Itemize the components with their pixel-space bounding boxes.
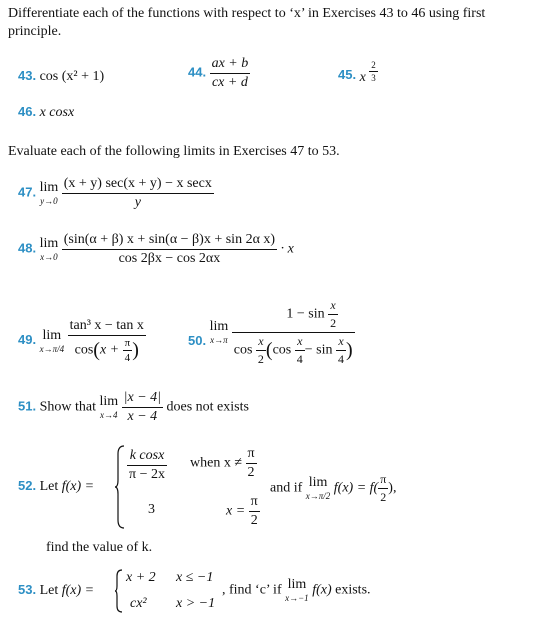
case-1-condition: x ≤ −1 xyxy=(176,570,214,585)
denominator: cx + d xyxy=(211,75,248,90)
exercise-52-find: find the value of k. xyxy=(46,540,153,555)
fraction xyxy=(127,448,167,483)
limit xyxy=(285,578,309,603)
fraction xyxy=(210,56,251,91)
exercise-number: 43. xyxy=(18,68,37,83)
lim-subscript: x→4 xyxy=(100,410,118,420)
exercise-53-number-line xyxy=(18,582,94,599)
function-name: f(x) = xyxy=(61,583,95,598)
exponent-top: 2 xyxy=(371,60,376,70)
intro-2: Evaluate each of the following limits in Exercises 47 to 53. xyxy=(8,144,340,159)
case-1-expression: x + 2 xyxy=(126,570,156,585)
cos-word: cos xyxy=(74,342,94,358)
numerator: |x − 4| xyxy=(122,390,163,408)
denominator: cos(x + $\frac{\pi}{4}$ ) xyxy=(74,337,139,364)
two: 2 xyxy=(247,465,255,480)
numerator xyxy=(232,298,355,333)
exercise-49 xyxy=(18,318,146,364)
let-word: Let xyxy=(39,479,59,494)
numerator: tan³ x − tan x xyxy=(68,318,146,336)
numerator: (sin(α + β) x + sin(α − β)x + sin 2α x) xyxy=(62,232,277,250)
fraction xyxy=(62,176,214,211)
exercise-number: 45. xyxy=(338,67,357,82)
fraction xyxy=(122,390,163,425)
fraction xyxy=(232,298,355,367)
exercise-expression: cos (x² + 1) xyxy=(39,69,105,84)
limit xyxy=(306,476,331,501)
fraction xyxy=(62,232,277,267)
lim-word: lim xyxy=(99,394,119,409)
pi-over-2 xyxy=(249,494,260,529)
exponent-bottom: 3 xyxy=(371,73,376,83)
condition-text: when x ≠ xyxy=(190,455,243,471)
x: x xyxy=(328,298,338,315)
minus-sin: − sin xyxy=(304,342,333,358)
pi: π xyxy=(249,494,260,512)
two: 2 xyxy=(330,316,337,330)
exercise-expression: x cosx xyxy=(39,105,75,120)
lim-word: lim xyxy=(308,475,328,490)
exercise-number: 48. xyxy=(18,240,37,256)
one-minus-sin: 1 − sin xyxy=(286,306,325,322)
x-over-4 xyxy=(295,334,305,367)
base: x xyxy=(359,70,366,85)
x-over-2 xyxy=(256,334,266,367)
limit xyxy=(210,320,229,345)
and-if: and if xyxy=(270,480,303,496)
exercise-52-condition xyxy=(270,472,396,505)
pi: π xyxy=(124,337,131,349)
pi-over-2 xyxy=(378,472,388,505)
lim-subscript: y→0 xyxy=(40,196,58,206)
case-2-expression: cx² xyxy=(130,596,147,611)
function-name: f(x) = xyxy=(61,479,95,494)
lim-word: lim xyxy=(39,236,59,251)
statement-start: Show that xyxy=(39,399,96,415)
four: 4 xyxy=(338,352,344,366)
exercise-47 xyxy=(18,176,214,211)
denominator: π − 2x xyxy=(129,467,165,482)
exercise-48 xyxy=(18,232,294,267)
four: 4 xyxy=(296,352,303,366)
lim-word: lim xyxy=(209,319,229,334)
limit xyxy=(40,237,59,262)
case-1-condition xyxy=(190,446,257,481)
limit xyxy=(99,395,118,420)
intro-line-1: Differentiate each of the functions with respect to ‘x’ in Exercises 43 to 46 using first xyxy=(8,6,486,21)
cos-word: cos xyxy=(233,342,253,358)
pi: π xyxy=(378,472,388,489)
exercise-number: 44. xyxy=(188,64,207,80)
exercise-46 xyxy=(18,104,74,121)
two: 2 xyxy=(257,352,264,366)
x-plus: x + xyxy=(99,342,120,358)
denominator: x − 4 xyxy=(127,409,158,424)
lim-subscript: x→−1 xyxy=(285,593,309,603)
pi-over-2 xyxy=(246,446,257,481)
case-2-value: 3 xyxy=(148,502,155,517)
pi-over-4 xyxy=(123,337,133,364)
case-2-condition xyxy=(226,494,260,529)
let-word: Let xyxy=(39,583,59,598)
lim-subscript: x→π/2 xyxy=(305,491,331,501)
exercise-number: 46. xyxy=(18,104,37,119)
function-ref: f(x) xyxy=(312,582,332,598)
find-c-text: , find ‘c’ if xyxy=(222,582,282,598)
lim-subscript: x→π xyxy=(210,335,228,345)
exists-text: exists. xyxy=(335,582,371,598)
case-1-fraction xyxy=(127,448,167,483)
exercise-number: 50. xyxy=(188,333,207,348)
case-2-condition: x > −1 xyxy=(176,596,216,611)
pi: π xyxy=(246,446,257,464)
x-over-4 xyxy=(336,334,346,367)
rhs-end: ), xyxy=(388,480,397,496)
exercise-number: 53. xyxy=(18,582,37,597)
exercise-53-condition xyxy=(222,578,371,603)
limit xyxy=(40,329,65,354)
exercise-number: 49. xyxy=(18,332,37,348)
exercise-43 xyxy=(18,68,104,85)
numerator: k cosx xyxy=(127,448,167,466)
statement-end: does not exists xyxy=(166,399,249,415)
rhs: f(x) = f( xyxy=(333,480,379,496)
denominator: cos 2βx − cos 2αx xyxy=(118,251,221,266)
x: x xyxy=(256,334,266,351)
two: 2 xyxy=(250,513,258,528)
x: x xyxy=(336,334,346,351)
exercise-number: 47. xyxy=(18,184,37,200)
denominator: cos $\frac{x}{2}$ (cos $\frac{x}{4}$ − sin $\frac{x}{4}$ ) xyxy=(233,334,353,366)
exercise-44 xyxy=(188,56,250,91)
x-over-2 xyxy=(328,298,338,331)
intro-line-2: principle. xyxy=(8,24,62,39)
lim-subscript: x→0 xyxy=(40,252,58,262)
exercise-50 xyxy=(188,298,355,367)
four: 4 xyxy=(124,352,131,364)
limit xyxy=(40,181,59,206)
numerator: ax + b xyxy=(210,56,251,74)
exercise-52-number-line xyxy=(18,478,94,495)
left-brace-icon xyxy=(114,568,124,614)
denominator: y xyxy=(134,195,141,210)
left-brace-icon xyxy=(114,444,126,530)
exercise-number: 52. xyxy=(18,478,37,493)
condition-text: x = xyxy=(226,503,246,519)
cos-word: cos xyxy=(272,342,292,358)
numerator: (x + y) sec(x + y) − x secx xyxy=(62,176,214,194)
exercise-45 xyxy=(338,60,378,86)
exercise-51 xyxy=(18,390,249,425)
lim-word: lim xyxy=(42,327,62,343)
two: 2 xyxy=(380,490,387,504)
exercise-number: 51. xyxy=(18,398,37,414)
multiplier: · x xyxy=(280,241,294,257)
lim-word: lim xyxy=(39,180,59,195)
lim-word: lim xyxy=(287,577,307,592)
fraction xyxy=(68,318,146,364)
x: x xyxy=(295,334,305,351)
exponent xyxy=(369,60,378,83)
lim-subscript: x→π/4 xyxy=(39,343,65,354)
